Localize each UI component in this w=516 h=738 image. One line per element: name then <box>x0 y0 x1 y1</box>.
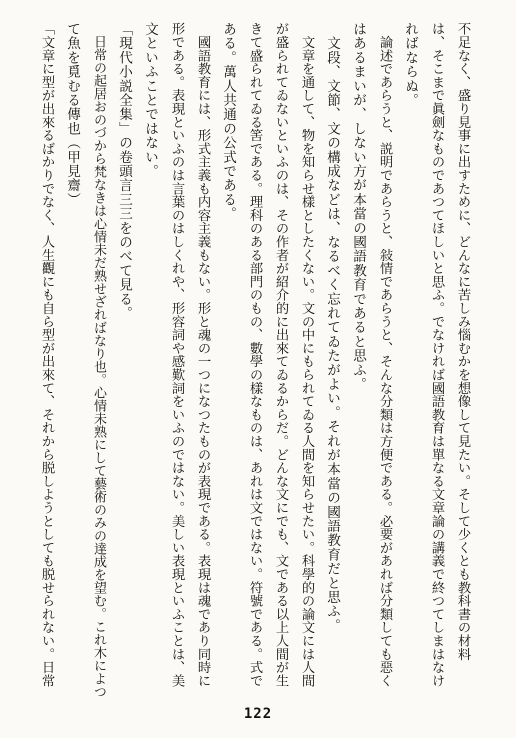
text-column: 論述であらうと、説明であらうと、敍情であらうと、そんな分類は方便である。必要があれば分類しても惡く <box>377 22 392 687</box>
text-column: 文章を通して、物を知らせ樣としたくない。文の中にもられてゐる人間を知らせたい。科學的の論文には人間 <box>299 22 314 687</box>
text-body <box>0 22 516 702</box>
text-column: 文といふことではない。 <box>142 22 158 179</box>
text-column: ある。萬人共通の公式である。 <box>220 22 236 221</box>
text-column: 「文章に型が出來るばかりでなく、人生觀にも自ら型が出來て、それから脱しようとしても脱せられない。日常 <box>39 22 54 687</box>
text-column: きて盛られてゐる筈である。理科のある部門のもの、數學の樣なものは、あれは文ではない。符號である。式で <box>247 22 262 687</box>
text-column: 文段、文節、文の構成などは、なるべく忘れてゐたがよい。それが本當の國語教育だと思ふ。 <box>324 22 340 633</box>
text-column: は、そこまで眞劍なものであつてほしいと思ふ。でなければ國語教育は單なる文章論の講義で終つてしまはなけ <box>429 22 444 687</box>
text-column: 不足なく、盛り見事に出すために、どんなに苦しみ惱むかを想像して見たい。そして少くとも教科書の材料 <box>455 22 470 661</box>
text-column: 國語教育には、形式主義も内容主義もない。形と魂の一つになつたものが表現である。表現は魂であり同時に <box>195 22 210 687</box>
text-column: 「現代小説全集」の卷頭言三三をのべて見る。 <box>116 22 132 321</box>
text-column: 形である。表現といふのは言葉のはしくれや、形容詞や感歎詞をいふのではない。美しい表現といふことは、美 <box>169 22 184 687</box>
text-column: ればならぬ。 <box>402 22 418 108</box>
page-number: 122 <box>243 706 273 722</box>
text-column: はあるまいが、しない方が本當の國語教育であると思ふ。 <box>350 22 366 392</box>
text-column: 日常の起居おのづから梵なきは心情未だ熟せざればなり也。心情未熟にして藝術のみの達成を望む。これ木によつ <box>91 22 106 698</box>
text-column: て魚を覓むる傳也（甲見齋） <box>64 22 80 207</box>
text-column: が盛られてゐないといふのは、その作者が紹介的に出來てゐるからだ。どんな文にでも、文である以上人間が生 <box>273 22 288 687</box>
